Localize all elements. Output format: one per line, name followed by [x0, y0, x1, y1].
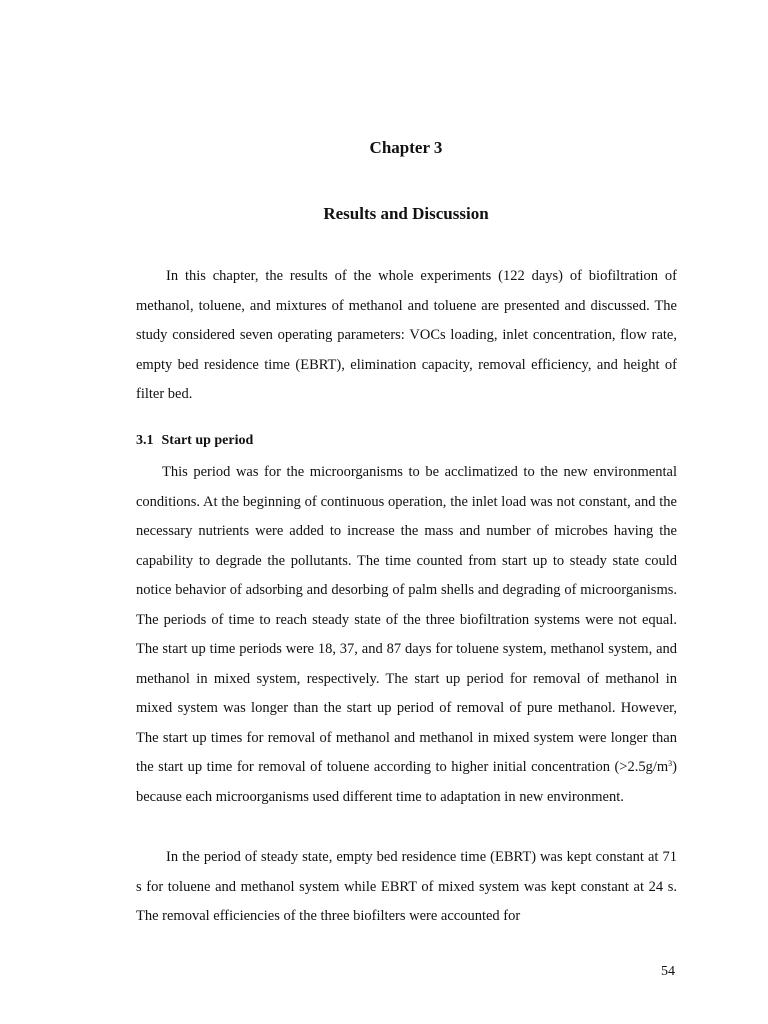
- section-title: Start up period: [161, 433, 254, 448]
- startup-paragraph-text: This period was for the microorganisms to be acclimatized to the new environmental conditions. At the beginning of continuous operation, the inlet load was not constant, and the necessary nutrients were added to increase the mass and number of microbes having the capability to degrade the pollutants. The time counted from start up to steady state could notice behavior of adsorbing and desorbing of palm shells and degrading of microorganisms. The periods of time to reach steady state of the three biofiltration systems were not equal. The start up time periods were 18, 37, and 87 days for toluene system, methanol system, and methanol in mixed system, respectively. The start up period for removal of methanol in mixed system was longer than the start up period of removal of pure methanol. However, The start up times for removal of methanol and methanol in mixed system were longer than the start up time for removal of toluene according to higher initial concentration (>2.5g/m: [136, 464, 677, 775]
- section-number: 3.1: [136, 433, 154, 448]
- section-heading: [136, 430, 253, 452]
- chapter-label: Chapter 3: [369, 138, 443, 157]
- cubic-superscript: 3: [668, 759, 673, 768]
- chapter-title: Results and Discussion: [323, 204, 489, 223]
- page-number: 54: [661, 964, 675, 979]
- intro-paragraph: In this chapter, the results of the whole experiments (122 days) of biofiltration of methanol, toluene, and mixtures of methanol and toluene are presented and discussed. The study considered seven operating parameters: VOCs loading, inlet concentration, flow rate, empty bed residence time (EBRT), elimination capacity, removal efficiency, and height of filter bed.: [136, 268, 677, 402]
- startup-paragraph-text-end: ) because each microorganisms used different time to adaptation in new environment.: [136, 759, 677, 805]
- startup-paragraph: [136, 458, 677, 812]
- steady-state-paragraph: In the period of steady state, empty bed residence time (EBRT) was kept constant at 71 s for toluene and methanol system while EBRT of mixed system was kept constant at 24 s. The removal efficiencies of the three biofilters were accounted for: [136, 849, 677, 924]
